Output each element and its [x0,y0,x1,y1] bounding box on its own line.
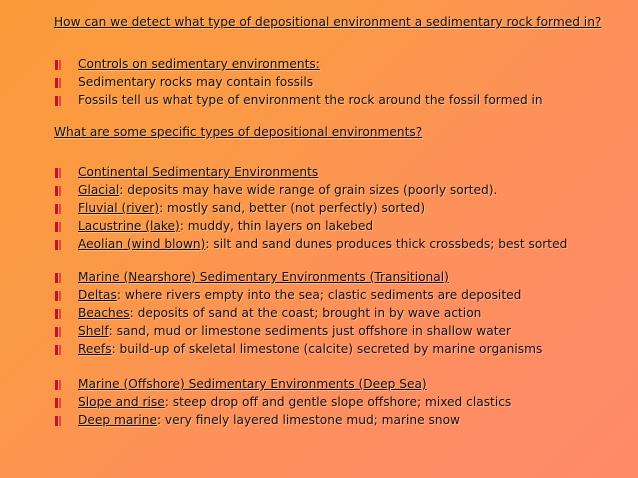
item-head: Deep marine [78,413,157,427]
bullet-icon [54,379,63,390]
item-head: Aeolian (wind blown) [78,237,206,251]
list-item [54,165,318,179]
question-heading: What are some specific types of depositional environments? [54,125,423,139]
question-heading: How can we detect what type of depositional environment a sedimentary rock formed in? [54,15,602,29]
item-text: : build-up of skeletal limestone (calcite) secreted by marine organisms [111,342,543,356]
bullet-icon [54,95,63,106]
item-text: : sand, mud or limestone sediments just offshore in shallow water [108,324,512,338]
bullet-icon [54,203,63,214]
item-head: Marine (Offshore) Sedimentary Environments (Deep Sea) [78,377,427,391]
item-text: : very finely layered limestone mud; marine snow [156,413,460,427]
item-text: : deposits may have wide range of grain sizes (poorly sorted). [119,183,498,197]
list-item [54,57,320,71]
bullet-icon [54,167,63,178]
bullet-icon [54,59,63,70]
item-text: : muddy, thin layers on lakebed [179,219,374,233]
list-item [54,324,511,338]
list-item [54,219,373,233]
list-item [54,93,543,107]
list-item [54,377,427,391]
list-item [54,183,497,197]
item-head: Marine (Nearshore) Sedimentary Environments (Transitional) [78,270,449,284]
list-item [54,288,521,302]
bullet-icon [54,415,63,426]
bullet-icon [54,239,63,250]
list-item [54,237,567,251]
item-head: Reefs [78,342,112,356]
bullet-icon [54,77,63,88]
bullet-icon [54,397,63,408]
list-item [54,342,542,356]
item-text: : silt and sand dunes produces thick crossbeds; best sorted [205,237,568,251]
bullet-icon [54,185,63,196]
bullet-icon [54,344,63,355]
bullet-icon [54,308,63,319]
item-head: Controls on sedimentary environments: [78,57,320,71]
item-head: Beaches [78,306,130,320]
bullet-icon [54,221,63,232]
item-head: Continental Sedimentary Environments [78,165,319,179]
item-head: Lacustrine (lake) [78,219,180,233]
item-head: Slope and rise [78,395,165,409]
item-head: Shelf [78,324,109,338]
item-text: Fossils tell us what type of environment the rock around the fossil formed in [78,93,543,107]
item-head: Fluvial (river) [78,201,160,215]
item-text: Sedimentary rocks may contain fossils [78,75,314,89]
item-text: : deposits of sand at the coast; brought in by wave action [129,306,482,320]
list-item [54,201,425,215]
bullet-icon [54,290,63,301]
item-text: : mostly sand, better (not perfectly) sorted) [159,201,426,215]
list-item [54,306,481,320]
list-item [54,413,460,427]
item-head: Glacial [78,183,120,197]
item-text: : where rivers empty into the sea; clastic sediments are deposited [116,288,522,302]
list-item [54,395,511,409]
bullet-icon [54,272,63,283]
bullet-icon [54,326,63,337]
item-head: Deltas [78,288,117,302]
list-item [54,270,449,284]
list-item [54,75,313,89]
item-text: : steep drop off and gentle slope offshore; mixed clastics [164,395,512,409]
